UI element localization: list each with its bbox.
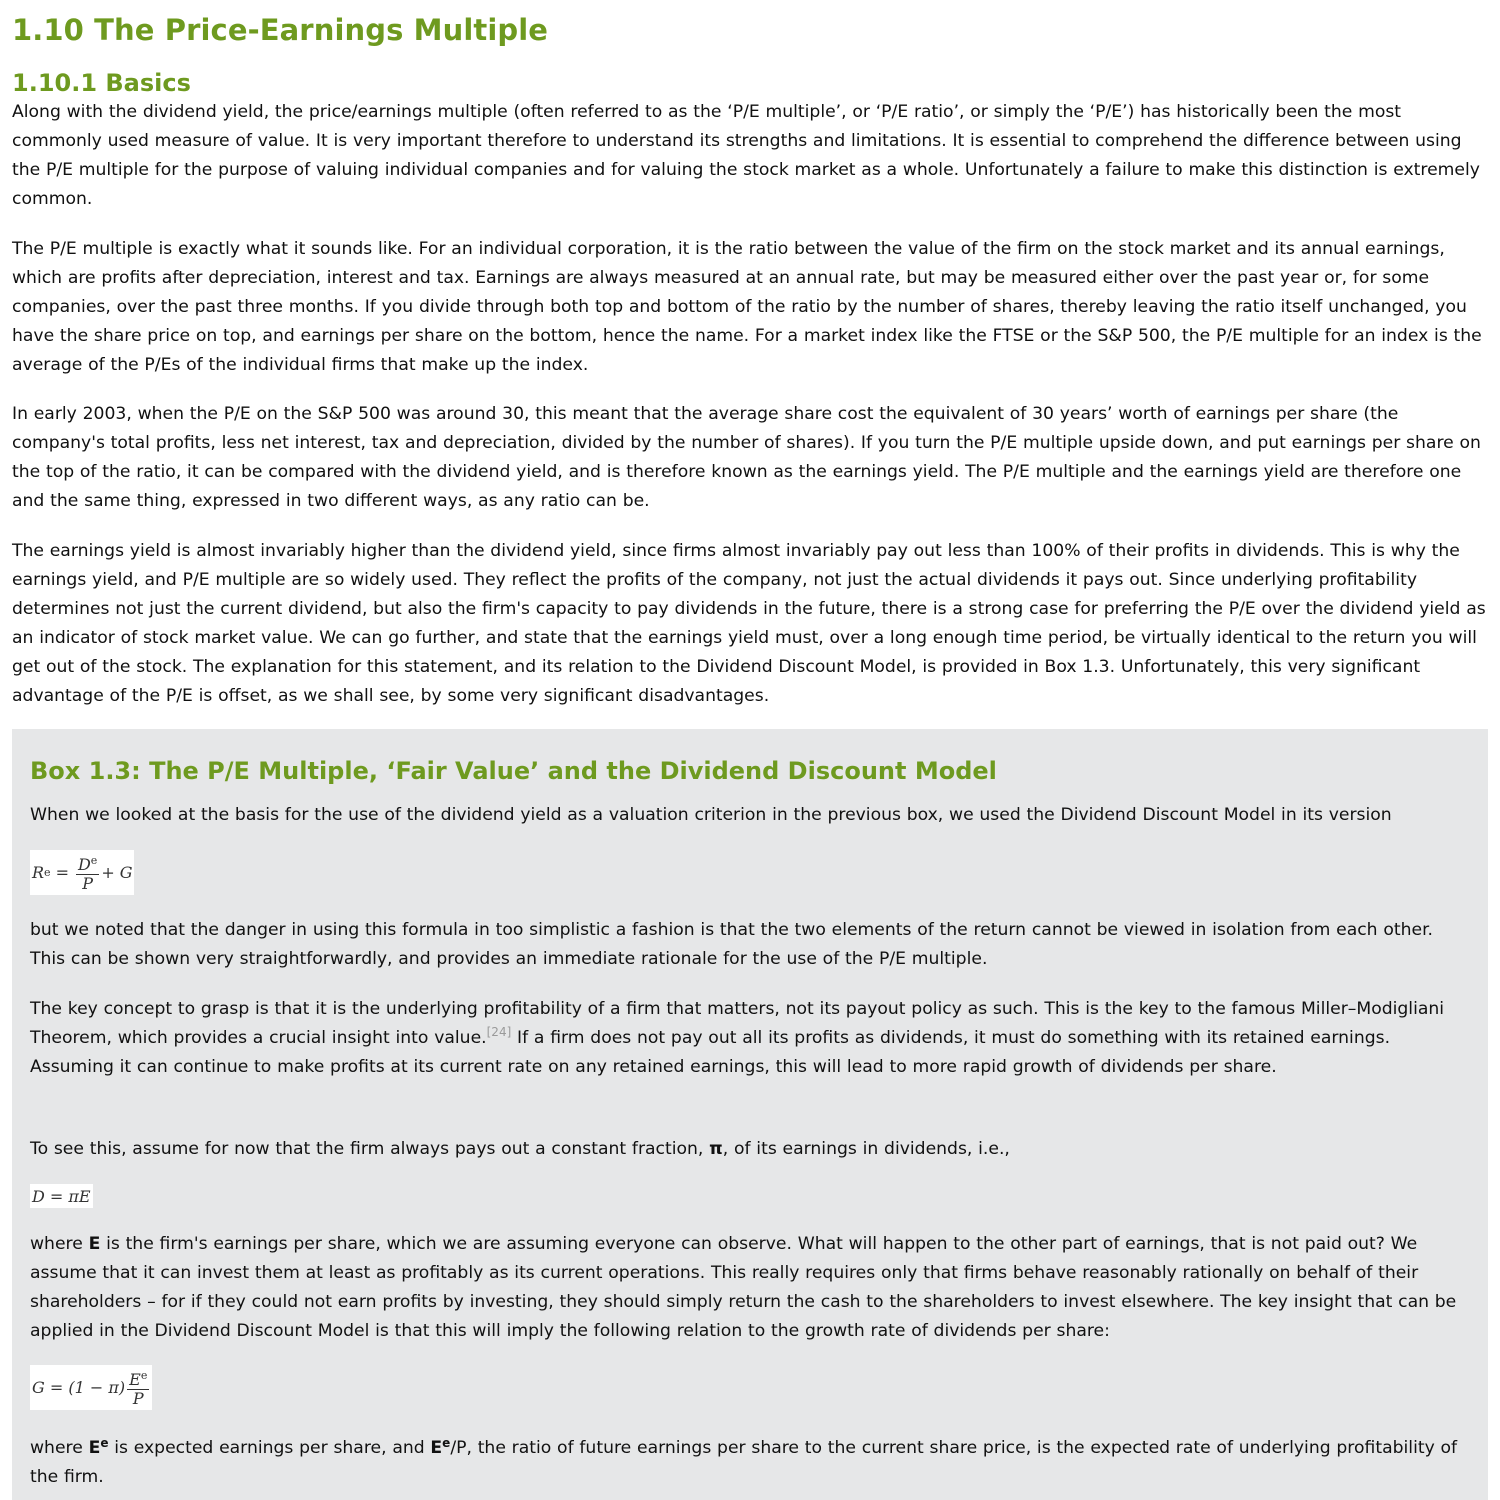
formula-dividend-payout bbox=[30, 1184, 93, 1208]
formula-fraction bbox=[76, 852, 99, 893]
box-paragraph-6 bbox=[30, 1434, 1470, 1492]
box-1-3 bbox=[12, 729, 1488, 1500]
formula-growth-numerator-sup: e bbox=[140, 1369, 148, 1382]
formula-numerator: D bbox=[77, 855, 91, 874]
box-paragraph-1: When we looked at the basis for the use of the dividend yield as a valuation criterion in the previous box, we used the Dividend Discount Model in its version bbox=[30, 805, 1392, 825]
subsection-title: 1.10.1 Basics bbox=[12, 69, 191, 97]
expected-earnings-symbol-2: E bbox=[430, 1438, 443, 1458]
formula-lhs-sup: e bbox=[44, 866, 51, 879]
formula-denominator: P bbox=[82, 874, 94, 893]
box-paragraph-6-a: where bbox=[30, 1438, 89, 1458]
paragraph-1: Along with the dividend yield, the price/earnings multiple (often referred to as the ‘P/E multiple’, or ‘P/E ratio’, or simply the ‘P/E’) has historically been the most commonly used measure of value. It is very important therefore to understand its strengths and limitations. It is essential to comprehend the difference between using the P/E multiple for the purpose of valuing individual companies and for valuing the stock market as a whole. Unfortunately a failure to make this distinction is extremely common. bbox=[12, 102, 1480, 209]
formula-dividend-payout-text: D = πE bbox=[32, 1186, 91, 1206]
paragraph-2: The P/E multiple is exactly what it sounds like. For an individual corporation, it is the ratio between the value of the firm on the stock market and its annual earnings, which are profits after depreciation, interest and tax. Earnings are always measured at an annual rate, but may be measured either over the past year or, for some companies, over the past three months. If you divide through both top and bottom of the ratio by the number of shares, thereby leaving the ratio itself unchanged, you have the share price on top, and earnings per share on the bottom, hence the name. For a market index like the FTSE or the S&P 500, the P/E multiple for an index is the average of the P/Es of the individual firms that make up the index. bbox=[12, 239, 1482, 375]
box-paragraph-3 bbox=[30, 995, 1470, 1082]
formula-growth-denominator: P bbox=[132, 1389, 144, 1408]
box-paragraph-6-c: /P, the ratio of future earnings per share to the current share price, is the expected rate of underlying profitability of the firm. bbox=[30, 1438, 1458, 1487]
box-paragraph-3-a: The key concept to grasp is that it is the underlying profitability of a firm that matters, not its payout policy as such. This is the key to the famous Miller–Modigliani Theorem, which provides a crucial insight into value. bbox=[30, 999, 1445, 1048]
formula-growth-rate bbox=[30, 1365, 152, 1410]
formula-equals: = bbox=[55, 863, 69, 882]
box-paragraph-2: but we noted that the danger in using this formula in too simplistic a fashion is that the two elements of the return cannot be viewed in isolation from each other. This can be shown very straightforwardly, and provides an immediate rationale for the use of the P/E multiple. bbox=[30, 920, 1434, 969]
box-title: Box 1.3: The P/E Multiple, ‘Fair Value’ and the Dividend Discount Model bbox=[30, 757, 997, 785]
box-paragraph-5-a: where bbox=[30, 1234, 89, 1254]
footnote-ref-24[interactable]: [24] bbox=[486, 1025, 512, 1039]
box-paragraph-6-b: is expected earnings per share, and bbox=[108, 1438, 431, 1458]
earnings-symbol: E bbox=[88, 1234, 101, 1254]
formula-growth-numerator: E bbox=[129, 1370, 141, 1389]
formula-return-equation bbox=[30, 850, 134, 895]
formula-lhs: R bbox=[32, 863, 45, 882]
formula-numerator-sup: e bbox=[90, 854, 98, 867]
section-title: 1.10 The Price-Earnings Multiple bbox=[12, 13, 549, 47]
paragraph-3: In early 2003, when the P/E on the S&P 500 was around 30, this meant that the average share cost the equivalent of 30 years’ worth of earnings per share (the company's total profits, less net interest, tax and depreciation, divided by the number of shares). If you turn the P/E multiple upside down, and put earnings per share on the top of the ratio, it can be compared with the dividend yield, and is therefore known as the earnings yield. The P/E multiple and the earnings yield are therefore one and the same thing, expressed in two different ways, as any ratio can be. bbox=[12, 404, 1481, 511]
paragraph-4: The earnings yield is almost invariably higher than the dividend yield, since firms almost invariably pay out less than 100% of their profits in dividends. This is why the earnings yield, and P/E multiple are so widely used. They reflect the profits of the company, not just the actual dividends it pays out. Since underlying profitability determines not just the current dividend, but also the firm's capacity to pay dividends in the future, there is a strong case for preferring the P/E over the dividend yield as an indicator of stock market value. We can go further, and state that the earnings yield must, over a long enough time period, be virtually identical to the return you will get out of the stock. The explanation for this statement, and its relation to the Dividend Discount Model, is provided in Box 1.3. Unfortunately, this very significant advantage of the P/E is offset, as we shall see, by some very significant disadvantages. bbox=[12, 541, 1486, 706]
expected-earnings-sup-2: e bbox=[442, 1436, 451, 1450]
expected-earnings-symbol: E bbox=[88, 1438, 101, 1458]
article bbox=[12, 0, 1488, 706]
box-paragraph-5-b: is the firm's earnings per share, which we are assuming everyone can observe. What will happen to the other part of earnings, that is not paid out? We assume that it can invest them at least as profitably as its current operations. This really requires only that firms behave reasonably rationally on behalf of their shareholders – for if they could not earn profits by investing, they should simply return the cash to the shareholders to invest elsewhere. The key insight that can be applied in the Dividend Discount Model is that this will imply the following relation to the growth rate of dividends per share: bbox=[30, 1234, 1457, 1341]
box-paragraph-5 bbox=[30, 1230, 1470, 1346]
formula-rest: + G bbox=[101, 863, 133, 882]
box-paragraph-4-b: , of its earnings in dividends, i.e., bbox=[722, 1139, 1010, 1159]
box-paragraph-3-b: If a firm does not pay out all its profits as dividends, it must do something with its retained earnings. Assuming it can continue to make profits at its current rate on any retained earnings, this will lead to more rapid growth of dividends per share. bbox=[30, 1028, 1391, 1077]
box-paragraph-4-a: To see this, assume for now that the firm always pays out a constant fraction, bbox=[30, 1139, 710, 1159]
formula-growth-fraction bbox=[127, 1367, 149, 1408]
formula-growth-lhs: G = (1 − π) bbox=[32, 1378, 126, 1397]
box-paragraph-4 bbox=[30, 1135, 1470, 1164]
pi-symbol: π bbox=[709, 1139, 723, 1159]
expected-earnings-sup: e bbox=[100, 1436, 109, 1450]
